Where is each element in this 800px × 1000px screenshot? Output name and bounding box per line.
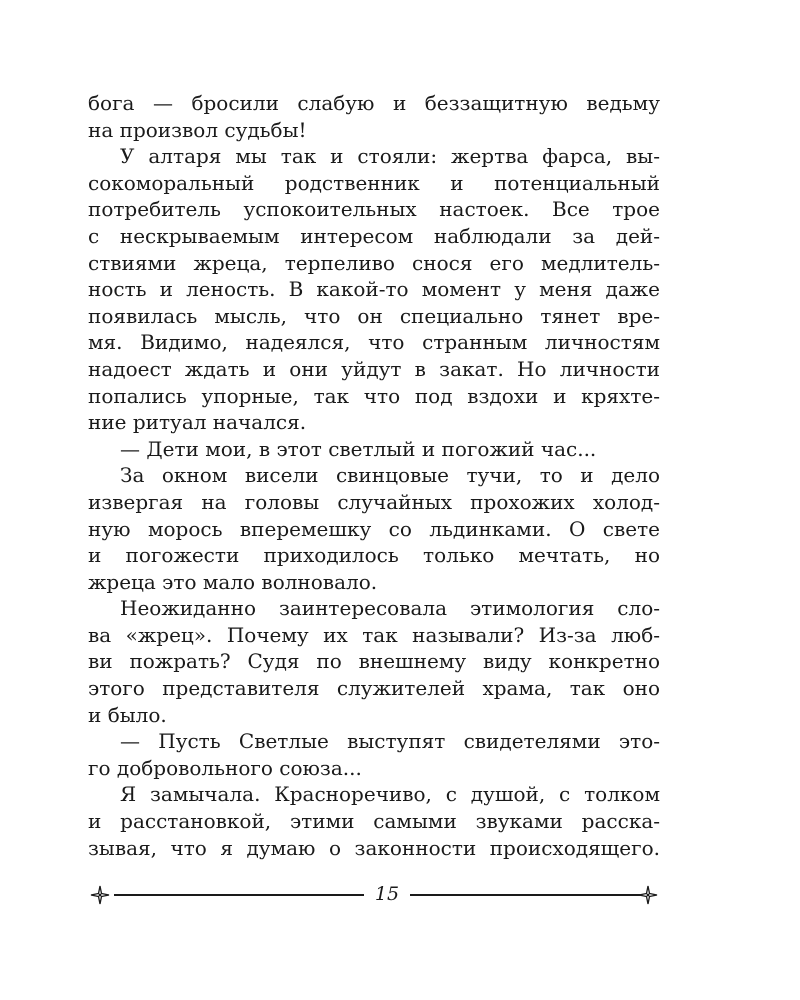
text-line: сокоморальный родственник и потенциальный [88, 170, 660, 195]
text-line: — Пусть Светлые выступят свидетелями это- [120, 729, 660, 754]
text-line: с нескрываемым интересом наблюдали за дей- [88, 223, 660, 248]
text-line: появилась мысль, что он специально тянет вре- [88, 303, 660, 328]
text-line: Я замычала. Красноречиво, с душой, с толком [120, 782, 660, 807]
text-line: надоест ждать и они уйдут в закат. Но личности [88, 356, 660, 381]
text-line: ва «жрец». Почему их так называли? Из-за люб- [88, 622, 660, 647]
footer-divider [410, 894, 642, 896]
text-line: зывая, что я думаю о законности происходящего. [88, 835, 660, 860]
text-line: этого представителя служителей храма, так оно [88, 676, 660, 701]
text-line: У алтаря мы так и стояли: жертва фарса, вы- [120, 144, 660, 169]
ornament-icon [88, 883, 112, 907]
text-line: ви пожрать? Судя по внешнему виду конкретно [88, 649, 660, 674]
text-line: мя. Видимо, надеялся, что странным личностям [88, 330, 660, 355]
ornament-icon [636, 883, 660, 907]
text-line: и расстановкой, этими самыми звуками расска- [88, 809, 660, 834]
page-number: 15 [374, 883, 400, 905]
page-text [88, 90, 660, 861]
text-line: и погожести приходилось только мечтать, но [88, 543, 660, 568]
footer-divider [114, 894, 364, 896]
text-line: бога — бросили слабую и беззащитную ведьму [88, 91, 660, 115]
text-line: Неожиданно заинтересовала этимология сло- [120, 596, 660, 621]
text-line: попались упорные, так что под вздохи и кряхте- [88, 383, 660, 408]
text-line: ную морось вперемешку со льдинками. О свете [88, 516, 660, 541]
text-line: извергая на головы случайных прохожих холод- [88, 489, 660, 514]
text-line: жреца это мало волновало. [88, 569, 378, 594]
text-line: и было. [88, 702, 167, 727]
text-line: За окном висели свинцовые тучи, то и дело [120, 463, 660, 488]
text-line: ность и леность. В какой-то момент у меня даже [88, 277, 660, 302]
text-line: ние ритуал начался. [88, 410, 307, 435]
text-line: — Дети мои, в этот светлый и погожий час... [120, 436, 597, 461]
page-footer [88, 880, 660, 910]
text-line: потребитель успокоительных настоек. Все трое [88, 197, 660, 222]
text-line: ствиями жреца, терпеливо снося его медлитель- [88, 250, 660, 275]
text-line: го добровольного союза... [88, 755, 362, 780]
text-line: на произвол судьбы! [88, 117, 307, 142]
